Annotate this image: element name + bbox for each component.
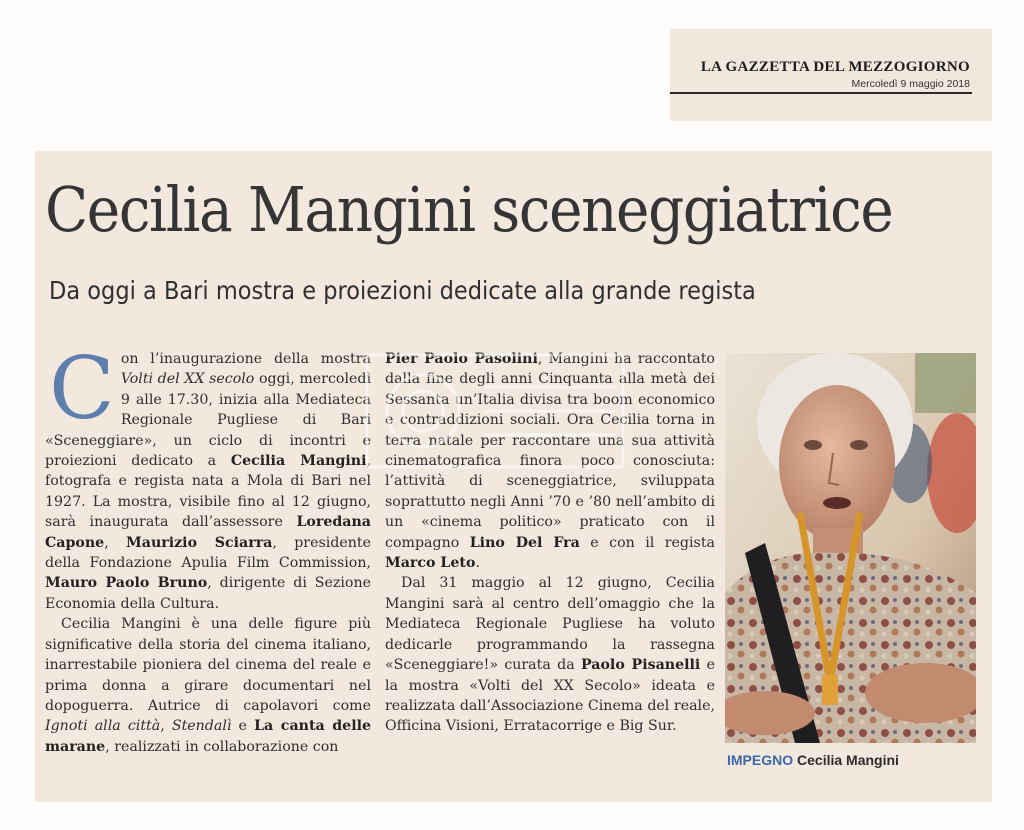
article-column-1 <box>45 339 372 757</box>
publication-date: Mercoledì 9 maggio 2018 <box>851 78 970 90</box>
paragraph-3: Dal 31 maggio al 12 giugno, Cecilia Mangini sarà al centro dell’omaggio che la Mediateca Regionale Pugliese ha voluto dedicarle programmando la rassegna «Sceneggiare!» curata da Paolo Pisanelli e la mostra «Volti del XX Secolo» ideata e realizzata dall’Associazione Cinema del reale, Officina Visioni, Erratacorrige e Big Sur. <box>385 575 715 735</box>
photo-caption <box>727 752 899 768</box>
paragraph-1: Con l’inaugurazione della mostra Volti del XX secolo oggi, mercoledì 9 alle 17.30, inizia alla Mediateca Regionale Pugliese di Bari «Sceneggiare», un ciclo di incontri e proiezioni dedicato a Cecilia Mangini, fotografa e regista nata a Mola di Bari nel 1927. La mostra, visibile fino al 12 giugno, sarà inaugurata dall’assessore Loredana Capone, Maurizio Sciarra, presidente della Fondazione Apulia Film Commission, Mauro Paolo Bruno, dirigente di Sezione Economia della Cultura. <box>45 339 372 612</box>
caption-text: Cecilia Mangini <box>797 752 899 768</box>
masthead-clip <box>670 29 992 121</box>
article-subheadline: Da oggi a Bari mostra e proiezioni dedicate alla grande regista <box>49 276 756 305</box>
caption-tag: IMPEGNO <box>727 752 794 768</box>
drop-cap: C <box>49 339 115 439</box>
newspaper-name: LA GAZZETTA DEL MEZZOGIORNO <box>700 59 970 75</box>
paragraph-2-continued: Pier Paolo Pasolini, Mangini ha raccontato dalla fine degli anni Cinquanta alla metà dei Sessanta un’Italia divisa tra boom economico e contraddizioni sociali. Ora Cecilia torna in terra natale per raccontare una sua attività cinematografica finora poco conosciuta: l’attività di sceneggiatrice, sviluppata soprattutto negli Anni ’70 e ’80 nell’ambito di un «cinema politico» praticato con il compagno Lino Del Fra e con il regista Marco Leto. <box>385 351 715 572</box>
masthead-rule <box>670 92 972 94</box>
article-headline: Cecilia Mangini sceneggiatrice <box>45 173 893 246</box>
portrait-image <box>725 353 976 743</box>
article-column-2 <box>385 349 715 737</box>
portrait-photo <box>725 353 976 743</box>
paragraph-2: Cecilia Mangini è una delle figure più significative della storia del cinema italiano, inarrestabile pioniera del cinema del reale e prima donna a girare documentari nel dopoguerra. Autrice di capolavori come Ignoti alla città, Stendalì e La canta delle marane, realizzati in collaborazione con <box>45 616 371 755</box>
article-clip <box>35 151 992 802</box>
